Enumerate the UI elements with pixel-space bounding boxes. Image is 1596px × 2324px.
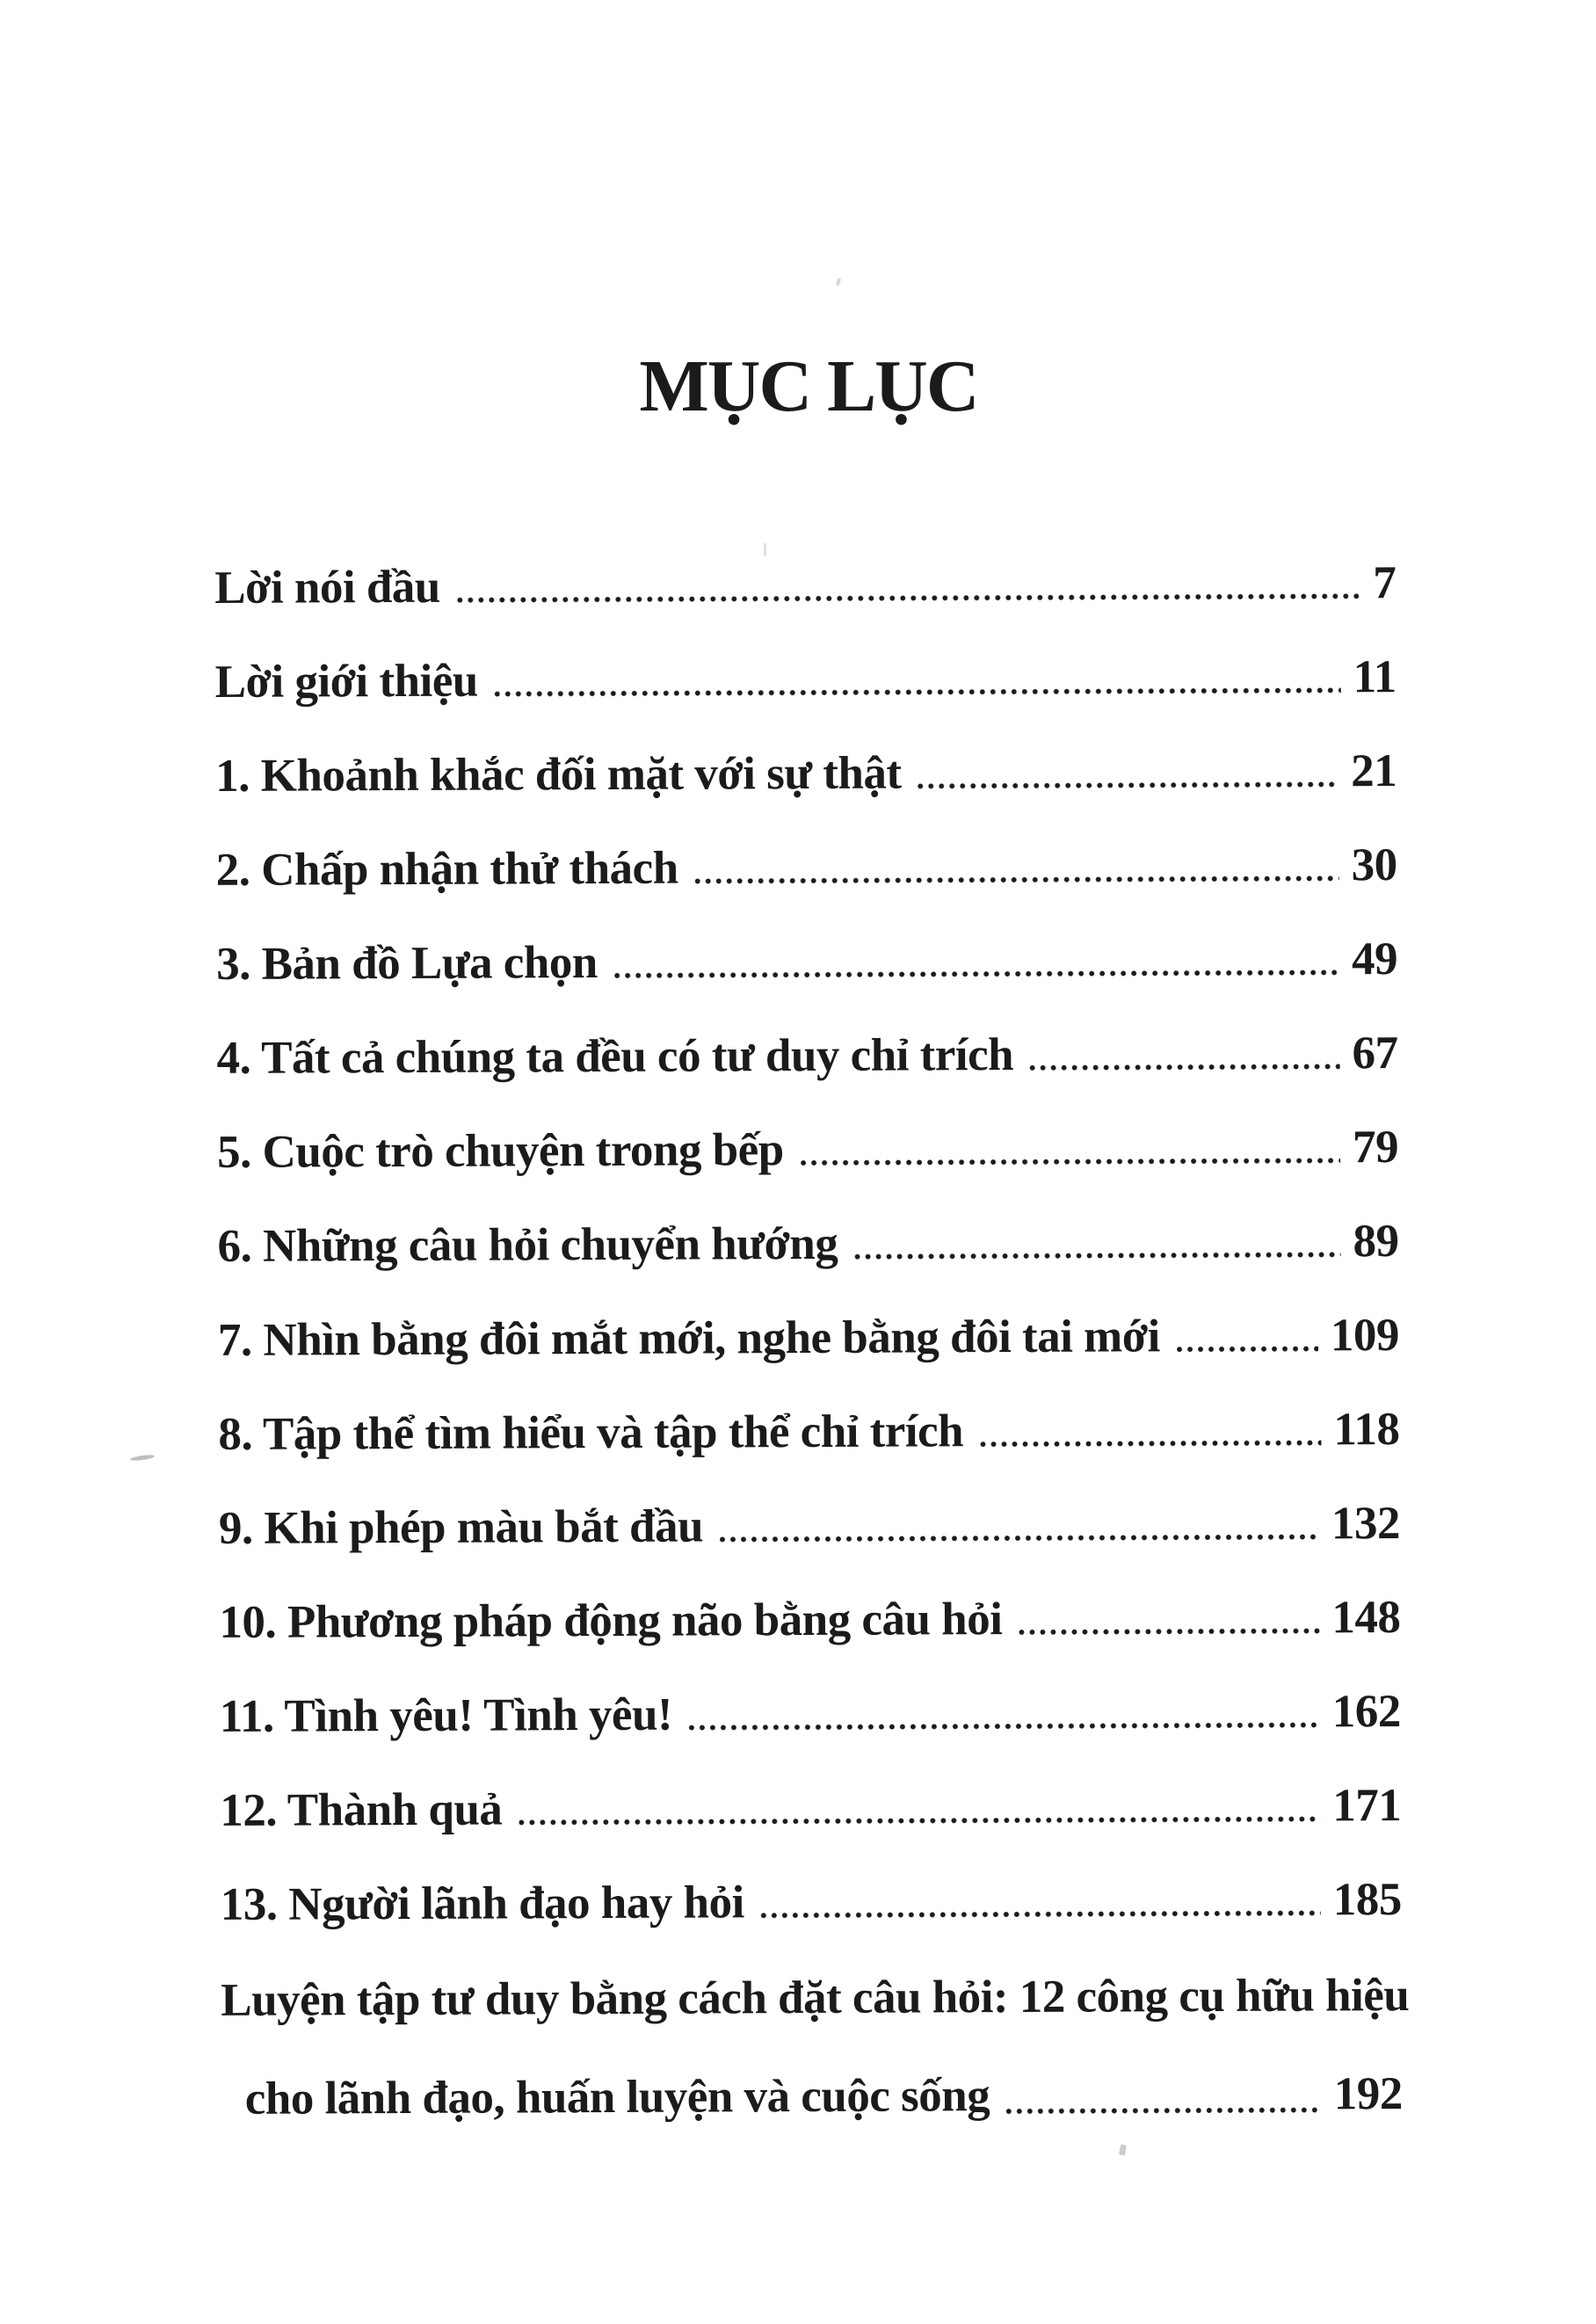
dotted-leader xyxy=(1004,2105,1322,2116)
toc-entry xyxy=(214,629,1396,729)
toc-entry-label: 1. Khoảnh khắc đối mặt với sự thật xyxy=(215,747,902,802)
dotted-leader xyxy=(686,1720,1320,1732)
dotted-leader xyxy=(852,1250,1340,1260)
dotted-leader xyxy=(492,686,1341,698)
toc-entry-page-number: 49 xyxy=(1351,933,1398,984)
toc-entry xyxy=(216,1006,1397,1105)
toc-entry-label: 8. Tập thể tìm hiểu và tập thể chỉ trích xyxy=(218,1405,964,1460)
dotted-leader xyxy=(798,1156,1340,1167)
toc-entry-page-number: 30 xyxy=(1351,839,1397,890)
toc-entry-label: Lời nói đầu xyxy=(214,561,440,614)
toc-entry-label: 2. Chấp nhận thử thách xyxy=(215,842,678,896)
dotted-leader xyxy=(1174,1344,1318,1354)
scan-artifact xyxy=(130,1454,155,1462)
toc-entry-page-number: 7 xyxy=(1373,556,1396,608)
toc-entry-page-number: 148 xyxy=(1331,1591,1401,1643)
toc-entry-page-number: 89 xyxy=(1353,1215,1399,1267)
toc-entry xyxy=(217,1194,1398,1293)
toc-entry xyxy=(220,1664,1401,1763)
toc-entry xyxy=(218,1382,1399,1481)
toc-entry-page-number: 109 xyxy=(1330,1309,1400,1361)
dotted-leader xyxy=(1027,1062,1340,1072)
toc-entry-wrapped-line-2 xyxy=(221,2044,1403,2148)
toc-entry-label: 13. Người lãnh đạo hay hỏi xyxy=(220,1876,744,1930)
toc-entry-label: 9. Khi phép màu bắt đầu xyxy=(218,1500,704,1554)
toc-entry xyxy=(218,1288,1399,1387)
toc-entry xyxy=(221,1852,1402,1951)
toc-entry-page-number: 132 xyxy=(1331,1497,1401,1549)
scan-artifact xyxy=(1119,2144,1127,2155)
toc-entry xyxy=(214,535,1396,635)
toc-entry-label: 11. Tình yêu! Tình yêu! xyxy=(219,1689,673,1742)
toc-entry xyxy=(217,1100,1398,1199)
toc-entry-label: cho lãnh đạo, huấn luyện và cuộc sống xyxy=(244,2070,990,2124)
toc-entry-wrapped-line-1 xyxy=(221,1946,1410,2050)
dotted-leader xyxy=(1016,1626,1319,1637)
toc-entry-label: 10. Phương pháp động não bằng câu hỏi xyxy=(219,1593,1003,1648)
toc-entry-page-number: 162 xyxy=(1331,1685,1401,1737)
page-title: MỤC LỤC xyxy=(639,345,978,427)
toc-entry-label: 7. Nhìn bằng đôi mắt mới, nghe bằng đôi tai mới xyxy=(217,1310,1160,1366)
dotted-leader xyxy=(516,1814,1320,1827)
toc-entry-page-number: 171 xyxy=(1332,1779,1402,1831)
toc-entry-label: 4. Tất cả chúng ta đều có tư duy chỉ trích xyxy=(216,1028,1014,1084)
dotted-leader xyxy=(916,780,1339,790)
toc-entry-page-number: 192 xyxy=(1333,2068,1403,2120)
toc-entry-page-number: 118 xyxy=(1333,1403,1400,1455)
dotted-leader xyxy=(977,1438,1321,1449)
toc-entry-label: Luyện tập tư duy bằng cách đặt câu hỏi: 12 công cụ hữu hiệu xyxy=(221,1970,1410,2026)
toc-entry-label: Lời giới thiệu xyxy=(214,655,478,708)
toc-entry-page-number: 185 xyxy=(1332,1873,1402,1925)
toc-entry xyxy=(215,817,1396,917)
toc-entry-label: 5. Cuộc trò chuyện trong bếp xyxy=(216,1123,784,1178)
dotted-leader xyxy=(717,1532,1319,1543)
dotted-leader xyxy=(693,874,1339,885)
toc-entry-label: 6. Những câu hỏi chuyển hướng xyxy=(217,1217,838,1272)
dotted-leader xyxy=(758,1908,1321,1920)
toc-entry-label: 3. Bản đồ Lựa chọn xyxy=(215,936,598,990)
toc-list xyxy=(214,535,1410,2148)
toc-entry xyxy=(219,1476,1400,1575)
toc-entry xyxy=(216,911,1397,1011)
toc-entry-label: 12. Thành quả xyxy=(220,1783,503,1836)
dotted-leader xyxy=(454,592,1360,605)
toc-entry xyxy=(219,1570,1400,1669)
dotted-leader xyxy=(612,968,1339,980)
toc-entry-page-number: 11 xyxy=(1353,650,1396,702)
toc-entry-page-number: 67 xyxy=(1352,1027,1398,1078)
toc-entry xyxy=(215,723,1396,823)
toc-entry-page-number: 21 xyxy=(1351,744,1397,796)
toc-entry-page-number: 79 xyxy=(1352,1121,1399,1173)
toc-entry xyxy=(220,1758,1401,1857)
